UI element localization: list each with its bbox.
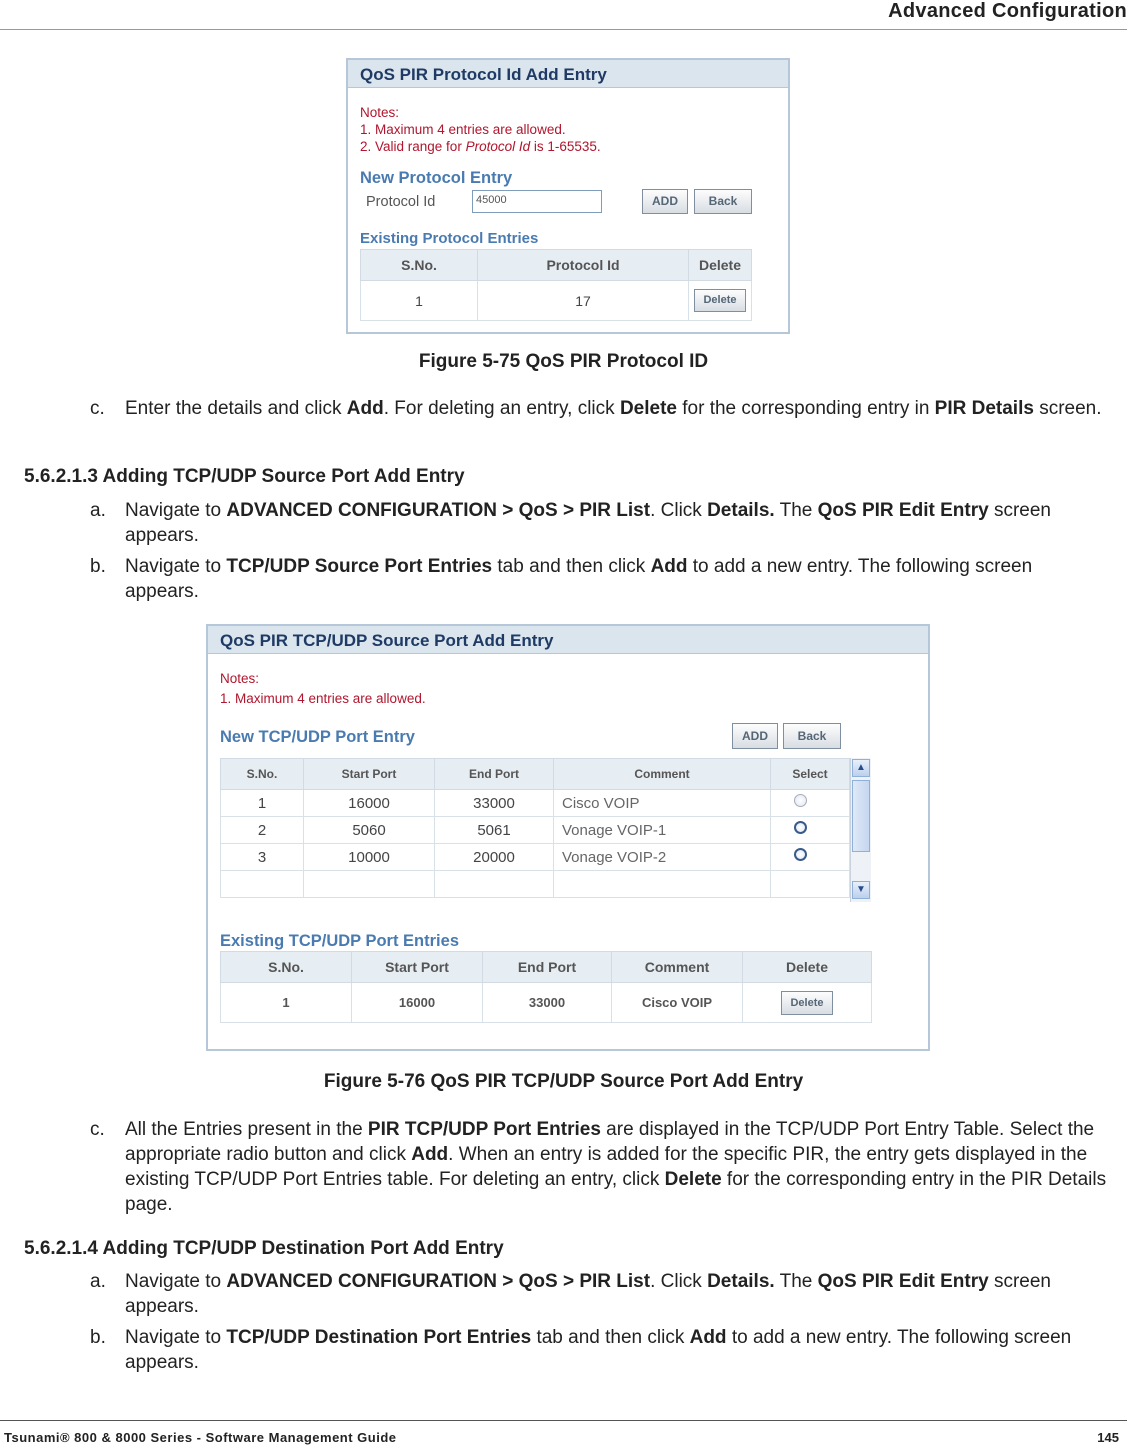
step-b-paragraph	[90, 554, 1105, 604]
text: tab and then click	[492, 556, 651, 577]
text: are displayed in the TCP/UDP Port Entry Table. Select the appropriate radio button and click	[125, 1119, 1095, 1165]
empty-cell	[304, 871, 435, 898]
cell-select	[771, 817, 850, 844]
scroll-thumb[interactable]	[852, 780, 870, 852]
col-comment: Comment	[612, 952, 743, 983]
cell-delete	[743, 983, 872, 1023]
cell-comment: Cisco VOIP	[554, 790, 771, 817]
table-row-empty	[221, 871, 850, 898]
note-valid-range	[360, 138, 601, 155]
step-label: c.	[90, 1119, 105, 1140]
cell-end-port: 33000	[435, 790, 554, 817]
text: for the corresponding entry in	[676, 398, 935, 419]
col-start-port: Start Port	[352, 952, 483, 983]
table-row	[361, 281, 752, 321]
bold-term: ADVANCED CONFIGURATION > QoS > PIR List	[226, 1271, 651, 1292]
bold-term: Add	[650, 556, 688, 577]
panel-title: QoS PIR Protocol Id Add Entry	[348, 60, 788, 88]
text: screen appears.	[125, 1271, 1051, 1317]
step-c-paragraph	[90, 1117, 1125, 1217]
section-heading: 5.6.2.1.4 Adding TCP/UDP Destination Port Add Entry	[24, 1238, 504, 1259]
cell-start-port: 16000	[352, 983, 483, 1023]
existing-protocol-entries-heading: Existing Protocol Entries	[360, 230, 539, 247]
text: to add a new entry. The following screen appears.	[125, 556, 1033, 602]
cell-sno: 3	[221, 844, 304, 871]
cell-select	[771, 844, 850, 871]
scroll-down-icon[interactable]: ▼	[852, 881, 870, 899]
bold-term: PIR TCP/UDP Port Entries	[367, 1119, 601, 1140]
text: . For deleting an entry, click	[383, 398, 620, 419]
notes-label: Notes:	[360, 105, 400, 120]
step-a-paragraph	[90, 498, 1105, 548]
cell-start-port: 16000	[304, 790, 435, 817]
cell-sno: 1	[221, 790, 304, 817]
cell-comment: Vonage VOIP-2	[554, 844, 771, 871]
step-a-paragraph	[90, 1269, 1105, 1319]
figure-caption: Figure 5-75 QoS PIR Protocol ID	[418, 351, 709, 372]
existing-protocol-table	[360, 249, 752, 321]
col-protocol-id: Protocol Id	[478, 250, 689, 281]
bold-term: TCP/UDP Source Port Entries	[226, 556, 493, 577]
col-sno: S.No.	[361, 250, 478, 281]
text: . Click	[650, 1271, 708, 1292]
cell-start-port: 5060	[304, 817, 435, 844]
cell-end-port: 20000	[435, 844, 554, 871]
back-button[interactable]: Back	[783, 723, 841, 749]
cell-sno: 1	[221, 983, 352, 1023]
bold-term: ADVANCED CONFIGURATION > QoS > PIR List	[226, 500, 651, 521]
step-label: b.	[90, 1327, 106, 1348]
figure-caption: Figure 5-76 QoS PIR TCP/UDP Source Port Add Entry	[323, 1071, 804, 1092]
bold-term: Details.	[707, 1271, 775, 1292]
existing-tcp-udp-port-entries-heading: Existing TCP/UDP Port Entries	[220, 932, 459, 950]
empty-cell	[771, 871, 850, 898]
text: . Click	[650, 500, 708, 521]
note-valid-range-em: Protocol Id	[465, 139, 531, 154]
page-header-title: Advanced Configuration	[888, 0, 1127, 22]
tcp-udp-source-port-panel	[206, 624, 930, 1051]
text: The	[774, 1271, 818, 1292]
cell-comment: Cisco VOIP	[612, 983, 743, 1023]
empty-cell	[554, 871, 771, 898]
note-valid-range-pre: 2. Valid range for	[360, 139, 466, 154]
vertical-scrollbar[interactable]	[850, 758, 871, 902]
add-button[interactable]: ADD	[732, 723, 778, 749]
empty-cell	[221, 871, 304, 898]
back-button[interactable]: Back	[694, 189, 752, 214]
step-label: a.	[90, 500, 106, 521]
delete-button[interactable]: Delete	[694, 289, 746, 312]
text: The	[774, 500, 818, 521]
bold-term: Add	[689, 1327, 727, 1348]
col-select: Select	[771, 759, 850, 790]
existing-port-entries-table	[220, 951, 872, 1023]
bold-term: Add	[411, 1144, 449, 1165]
bold-term: PIR Details	[934, 398, 1034, 419]
text: All the Entries present in the	[125, 1119, 368, 1140]
col-end-port: End Port	[483, 952, 612, 983]
panel-title: QoS PIR TCP/UDP Source Port Add Entry	[208, 626, 928, 654]
empty-cell	[435, 871, 554, 898]
text: for the corresponding entry in the PIR Details page.	[125, 1169, 1107, 1215]
col-delete: Delete	[689, 250, 752, 281]
text: Navigate to	[125, 556, 227, 577]
cell-delete	[689, 281, 752, 321]
notes-label: Notes:	[220, 671, 260, 686]
cell-sno: 2	[221, 817, 304, 844]
section-heading: 5.6.2.1.3 Adding TCP/UDP Source Port Add Entry	[24, 466, 465, 487]
header-divider	[0, 29, 1127, 30]
step-c-paragraph	[90, 396, 1115, 421]
step-label: a.	[90, 1271, 106, 1292]
step-b-paragraph	[90, 1325, 1125, 1375]
cell-end-port: 5061	[435, 817, 554, 844]
col-end-port: End Port	[435, 759, 554, 790]
text: Enter the details and click	[125, 398, 347, 419]
scroll-up-icon[interactable]: ▲	[852, 759, 870, 777]
cell-protocol-id: 17	[478, 281, 689, 321]
step-label: c.	[90, 398, 105, 419]
bold-term: QoS PIR Edit Entry	[817, 500, 989, 521]
cell-start-port: 10000	[304, 844, 435, 871]
text: . When an entry is added for the specific PIR, the entry gets displayed in the existing TCP/UDP Port Entries table. For deleting an entry, click	[125, 1144, 1088, 1190]
text: screen.	[1033, 398, 1102, 419]
table-row	[221, 817, 850, 844]
text: to add a new entry. The following screen appears.	[125, 1327, 1072, 1373]
step-label: b.	[90, 556, 106, 577]
select-radio[interactable]	[794, 848, 807, 861]
select-radio[interactable]	[794, 794, 807, 807]
footer-title: Tsunami® 800 & 8000 Series - Software Management Guide	[4, 1430, 397, 1445]
text: tab and then click	[531, 1327, 690, 1348]
bold-term: QoS PIR Edit Entry	[817, 1271, 989, 1292]
cell-select	[771, 790, 850, 817]
bold-term: Delete	[619, 398, 677, 419]
page-number: 145	[1097, 1430, 1119, 1445]
bold-term: TCP/UDP Destination Port Entries	[226, 1327, 532, 1348]
note-max-entries: 1. Maximum 4 entries are allowed.	[220, 691, 426, 706]
bold-term: Delete	[664, 1169, 722, 1190]
bold-term: Details.	[707, 500, 775, 521]
table-row	[221, 790, 850, 817]
select-radio[interactable]	[794, 821, 807, 834]
bold-term: Add	[346, 398, 384, 419]
protocol-id-label: Protocol Id	[366, 194, 436, 210]
text: screen appears.	[125, 500, 1051, 546]
col-start-port: Start Port	[304, 759, 435, 790]
cell-comment: Vonage VOIP-1	[554, 817, 771, 844]
cell-sno: 1	[361, 281, 478, 321]
col-sno: S.No.	[221, 759, 304, 790]
col-delete: Delete	[743, 952, 872, 983]
table-row	[221, 844, 850, 871]
new-port-entry-table	[220, 758, 850, 898]
new-protocol-entry-heading: New Protocol Entry	[360, 169, 513, 187]
new-tcp-udp-port-entry-heading: New TCP/UDP Port Entry	[220, 728, 415, 746]
text: Navigate to	[125, 500, 227, 521]
protocol-id-panel	[346, 58, 790, 334]
cell-end-port: 33000	[483, 983, 612, 1023]
add-button[interactable]: ADD	[642, 189, 688, 214]
footer-divider	[0, 1420, 1127, 1421]
table-row	[221, 983, 872, 1023]
text: Navigate to	[125, 1271, 227, 1292]
text: Navigate to	[125, 1327, 227, 1348]
note-max-entries: 1. Maximum 4 entries are allowed.	[360, 122, 566, 137]
col-comment: Comment	[554, 759, 771, 790]
protocol-id-input[interactable]: 45000	[472, 190, 602, 213]
note-valid-range-post: is 1-65535.	[530, 139, 601, 154]
delete-button[interactable]: Delete	[781, 991, 833, 1015]
col-sno: S.No.	[221, 952, 352, 983]
